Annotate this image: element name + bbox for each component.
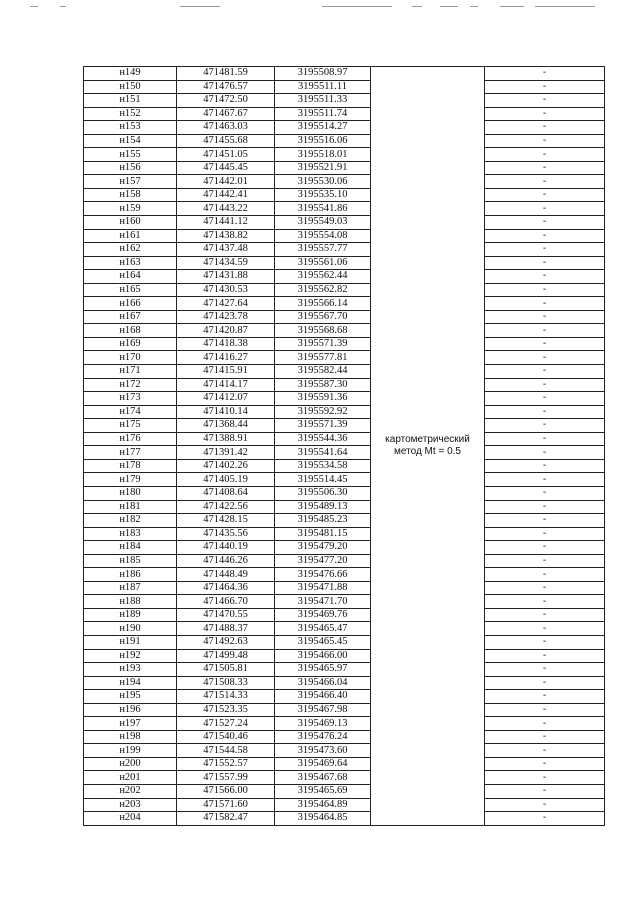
y-coordinate-cell: 3195476.24	[275, 730, 371, 744]
method-note-cell: картометрический метод Mt = 0.5	[371, 67, 485, 826]
table-row	[84, 514, 605, 528]
x-coordinate-cell: 471438.82	[177, 229, 275, 243]
y-coordinate-cell: 3195479.20	[275, 541, 371, 555]
y-coordinate-cell: 3195466.00	[275, 649, 371, 663]
point-name-cell: н159	[84, 202, 177, 216]
point-name-cell: н161	[84, 229, 177, 243]
x-coordinate-cell: 471414.17	[177, 378, 275, 392]
y-coordinate-cell: 3195467.68	[275, 771, 371, 785]
accuracy-cell: -	[485, 812, 605, 826]
accuracy-cell: -	[485, 473, 605, 487]
x-coordinate-cell: 471463.03	[177, 121, 275, 135]
y-coordinate-cell: 3195465.69	[275, 784, 371, 798]
table-row	[84, 527, 605, 541]
accuracy-cell: -	[485, 595, 605, 609]
point-name-cell: н180	[84, 486, 177, 500]
x-coordinate-cell: 471557.99	[177, 771, 275, 785]
table-row	[84, 676, 605, 690]
point-name-cell: н154	[84, 134, 177, 148]
y-coordinate-cell: 3195514.27	[275, 121, 371, 135]
y-coordinate-cell: 3195506.30	[275, 486, 371, 500]
x-coordinate-cell: 471508.33	[177, 676, 275, 690]
table-row	[84, 229, 605, 243]
accuracy-cell: -	[485, 94, 605, 108]
point-name-cell: н158	[84, 188, 177, 202]
accuracy-cell: -	[485, 432, 605, 446]
point-name-cell: н199	[84, 744, 177, 758]
y-coordinate-cell: 3195464.89	[275, 798, 371, 812]
y-coordinate-cell: 3195465.45	[275, 635, 371, 649]
table-row	[84, 202, 605, 216]
point-name-cell: н149	[84, 67, 177, 81]
y-coordinate-cell: 3195568.68	[275, 324, 371, 338]
x-coordinate-cell: 471391.42	[177, 446, 275, 460]
point-name-cell: н153	[84, 121, 177, 135]
x-coordinate-cell: 471582.47	[177, 812, 275, 826]
point-name-cell: н172	[84, 378, 177, 392]
accuracy-cell: -	[485, 67, 605, 81]
point-name-cell: н163	[84, 256, 177, 270]
table-row	[84, 107, 605, 121]
x-coordinate-cell: 471422.56	[177, 500, 275, 514]
point-name-cell: н151	[84, 94, 177, 108]
point-name-cell: н191	[84, 635, 177, 649]
x-coordinate-cell: 471455.68	[177, 134, 275, 148]
accuracy-cell: -	[485, 635, 605, 649]
x-coordinate-cell: 471523.35	[177, 703, 275, 717]
table-row	[84, 717, 605, 731]
accuracy-cell: -	[485, 324, 605, 338]
x-coordinate-cell: 471440.19	[177, 541, 275, 555]
point-name-cell: н178	[84, 459, 177, 473]
point-name-cell: н176	[84, 432, 177, 446]
accuracy-cell: -	[485, 419, 605, 433]
y-coordinate-cell: 3195471.70	[275, 595, 371, 609]
point-name-cell: н173	[84, 392, 177, 406]
x-coordinate-cell: 471451.05	[177, 148, 275, 162]
x-coordinate-cell: 471437.48	[177, 243, 275, 257]
x-coordinate-cell: 471476.57	[177, 80, 275, 94]
accuracy-cell: -	[485, 663, 605, 677]
accuracy-cell: -	[485, 80, 605, 94]
table-row	[84, 392, 605, 406]
point-name-cell: н193	[84, 663, 177, 677]
y-coordinate-cell: 3195549.03	[275, 216, 371, 230]
point-name-cell: н168	[84, 324, 177, 338]
accuracy-cell: -	[485, 690, 605, 704]
accuracy-cell: -	[485, 216, 605, 230]
x-coordinate-cell: 471431.88	[177, 270, 275, 284]
y-coordinate-cell: 3195481.15	[275, 527, 371, 541]
y-coordinate-cell: 3195582.44	[275, 365, 371, 379]
point-name-cell: н152	[84, 107, 177, 121]
table-row	[84, 337, 605, 351]
y-coordinate-cell: 3195541.64	[275, 446, 371, 460]
x-coordinate-cell: 471445.45	[177, 161, 275, 175]
y-coordinate-cell: 3195530.06	[275, 175, 371, 189]
y-coordinate-cell: 3195489.13	[275, 500, 371, 514]
table-row	[84, 581, 605, 595]
point-name-cell: н177	[84, 446, 177, 460]
accuracy-cell: -	[485, 161, 605, 175]
accuracy-cell: -	[485, 717, 605, 731]
table-row	[84, 188, 605, 202]
x-coordinate-cell: 471464.36	[177, 581, 275, 595]
accuracy-cell: -	[485, 771, 605, 785]
y-coordinate-cell: 3195561.06	[275, 256, 371, 270]
x-coordinate-cell: 471446.26	[177, 554, 275, 568]
y-coordinate-cell: 3195471.88	[275, 581, 371, 595]
y-coordinate-cell: 3195591.36	[275, 392, 371, 406]
y-coordinate-cell: 3195466.04	[275, 676, 371, 690]
accuracy-cell: -	[485, 744, 605, 758]
table-row	[84, 134, 605, 148]
table-row	[84, 608, 605, 622]
x-coordinate-cell: 471514.33	[177, 690, 275, 704]
accuracy-cell: -	[485, 798, 605, 812]
accuracy-cell: -	[485, 554, 605, 568]
y-coordinate-cell: 3195571.39	[275, 419, 371, 433]
accuracy-cell: -	[485, 148, 605, 162]
y-coordinate-cell: 3195567.70	[275, 310, 371, 324]
table-row	[84, 175, 605, 189]
point-name-cell: н190	[84, 622, 177, 636]
point-name-cell: н189	[84, 608, 177, 622]
point-name-cell: н170	[84, 351, 177, 365]
point-name-cell: н203	[84, 798, 177, 812]
y-coordinate-cell: 3195554.08	[275, 229, 371, 243]
y-coordinate-cell: 3195465.97	[275, 663, 371, 677]
point-name-cell: н197	[84, 717, 177, 731]
table-row	[84, 432, 605, 446]
table-row	[84, 270, 605, 284]
point-name-cell: н188	[84, 595, 177, 609]
y-coordinate-cell: 3195514.45	[275, 473, 371, 487]
y-coordinate-cell: 3195511.33	[275, 94, 371, 108]
y-coordinate-cell: 3195473.60	[275, 744, 371, 758]
table-row	[84, 459, 605, 473]
x-coordinate-cell: 471442.01	[177, 175, 275, 189]
point-name-cell: н182	[84, 514, 177, 528]
coordinates-table-body	[84, 67, 605, 826]
accuracy-cell: -	[485, 608, 605, 622]
accuracy-cell: -	[485, 676, 605, 690]
point-name-cell: н198	[84, 730, 177, 744]
y-coordinate-cell: 3195571.39	[275, 337, 371, 351]
x-coordinate-cell: 471434.59	[177, 256, 275, 270]
accuracy-cell: -	[485, 270, 605, 284]
table-row	[84, 365, 605, 379]
accuracy-cell: -	[485, 459, 605, 473]
x-coordinate-cell: 471410.14	[177, 405, 275, 419]
x-coordinate-cell: 471472.50	[177, 94, 275, 108]
table-row	[84, 595, 605, 609]
accuracy-cell: -	[485, 446, 605, 460]
point-name-cell: н184	[84, 541, 177, 555]
y-coordinate-cell: 3195535.10	[275, 188, 371, 202]
y-coordinate-cell: 3195469.76	[275, 608, 371, 622]
y-coordinate-cell: 3195466.40	[275, 690, 371, 704]
accuracy-cell: -	[485, 351, 605, 365]
accuracy-cell: -	[485, 365, 605, 379]
x-coordinate-cell: 471492.63	[177, 635, 275, 649]
accuracy-cell: -	[485, 134, 605, 148]
y-coordinate-cell: 3195544.36	[275, 432, 371, 446]
y-coordinate-cell: 3195587.30	[275, 378, 371, 392]
table-row	[84, 784, 605, 798]
table-row	[84, 67, 605, 81]
accuracy-cell: -	[485, 581, 605, 595]
y-coordinate-cell: 3195534.58	[275, 459, 371, 473]
y-coordinate-cell: 3195511.11	[275, 80, 371, 94]
x-coordinate-cell: 471499.48	[177, 649, 275, 663]
point-name-cell: н187	[84, 581, 177, 595]
x-coordinate-cell: 471442.41	[177, 188, 275, 202]
table-row	[84, 500, 605, 514]
point-name-cell: н194	[84, 676, 177, 690]
x-coordinate-cell: 471408.64	[177, 486, 275, 500]
x-coordinate-cell: 471467.67	[177, 107, 275, 121]
point-name-cell: н195	[84, 690, 177, 704]
point-name-cell: н201	[84, 771, 177, 785]
point-name-cell: н164	[84, 270, 177, 284]
x-coordinate-cell: 471416.27	[177, 351, 275, 365]
x-coordinate-cell: 471488.37	[177, 622, 275, 636]
table-row	[84, 283, 605, 297]
point-name-cell: н162	[84, 243, 177, 257]
x-coordinate-cell: 471544.58	[177, 744, 275, 758]
table-row	[84, 541, 605, 555]
point-name-cell: н192	[84, 649, 177, 663]
table-row	[84, 568, 605, 582]
y-coordinate-cell: 3195541.86	[275, 202, 371, 216]
accuracy-cell: -	[485, 622, 605, 636]
table-row	[84, 757, 605, 771]
accuracy-cell: -	[485, 297, 605, 311]
accuracy-cell: -	[485, 568, 605, 582]
table-row	[84, 473, 605, 487]
table-row	[84, 812, 605, 826]
accuracy-cell: -	[485, 188, 605, 202]
table-row	[84, 351, 605, 365]
y-coordinate-cell: 3195562.82	[275, 283, 371, 297]
table-row	[84, 121, 605, 135]
point-name-cell: н171	[84, 365, 177, 379]
accuracy-cell: -	[485, 378, 605, 392]
accuracy-cell: -	[485, 202, 605, 216]
accuracy-cell: -	[485, 703, 605, 717]
accuracy-cell: -	[485, 527, 605, 541]
table-row	[84, 554, 605, 568]
point-name-cell: н200	[84, 757, 177, 771]
table-row	[84, 622, 605, 636]
x-coordinate-cell: 471405.19	[177, 473, 275, 487]
accuracy-cell: -	[485, 541, 605, 555]
y-coordinate-cell: 3195476.66	[275, 568, 371, 582]
x-coordinate-cell: 471420.87	[177, 324, 275, 338]
y-coordinate-cell: 3195557.77	[275, 243, 371, 257]
table-row	[84, 663, 605, 677]
table-row	[84, 243, 605, 257]
point-name-cell: н175	[84, 419, 177, 433]
x-coordinate-cell: 471443.22	[177, 202, 275, 216]
accuracy-cell: -	[485, 337, 605, 351]
accuracy-cell: -	[485, 283, 605, 297]
x-coordinate-cell: 471402.26	[177, 459, 275, 473]
point-name-cell: н196	[84, 703, 177, 717]
table-row	[84, 216, 605, 230]
accuracy-cell: -	[485, 121, 605, 135]
y-coordinate-cell: 3195464.85	[275, 812, 371, 826]
point-name-cell: н186	[84, 568, 177, 582]
x-coordinate-cell: 471505.81	[177, 663, 275, 677]
point-name-cell: н166	[84, 297, 177, 311]
y-coordinate-cell: 3195516.06	[275, 134, 371, 148]
table-row	[84, 771, 605, 785]
table-row	[84, 649, 605, 663]
table-row	[84, 703, 605, 717]
point-name-cell: н202	[84, 784, 177, 798]
y-coordinate-cell: 3195577.81	[275, 351, 371, 365]
table-row	[84, 94, 605, 108]
y-coordinate-cell: 3195562.44	[275, 270, 371, 284]
point-name-cell: н179	[84, 473, 177, 487]
table-row	[84, 405, 605, 419]
y-coordinate-cell: 3195469.64	[275, 757, 371, 771]
point-name-cell: н160	[84, 216, 177, 230]
accuracy-cell: -	[485, 392, 605, 406]
accuracy-cell: -	[485, 229, 605, 243]
table-row	[84, 446, 605, 460]
table-row	[84, 378, 605, 392]
point-name-cell: н165	[84, 283, 177, 297]
coordinates-table	[83, 66, 605, 826]
point-name-cell: н167	[84, 310, 177, 324]
x-coordinate-cell: 471412.07	[177, 392, 275, 406]
table-row	[84, 419, 605, 433]
x-coordinate-cell: 471481.59	[177, 67, 275, 81]
point-name-cell: н204	[84, 812, 177, 826]
table-row	[84, 324, 605, 338]
accuracy-cell: -	[485, 486, 605, 500]
accuracy-cell: -	[485, 757, 605, 771]
point-name-cell: н169	[84, 337, 177, 351]
accuracy-cell: -	[485, 310, 605, 324]
table-row	[84, 744, 605, 758]
accuracy-cell: -	[485, 175, 605, 189]
x-coordinate-cell: 471415.91	[177, 365, 275, 379]
y-coordinate-cell: 3195469.13	[275, 717, 371, 731]
table-row	[84, 486, 605, 500]
x-coordinate-cell: 471470.55	[177, 608, 275, 622]
x-coordinate-cell: 471552.57	[177, 757, 275, 771]
table-row	[84, 80, 605, 94]
x-coordinate-cell: 471388.91	[177, 432, 275, 446]
point-name-cell: н181	[84, 500, 177, 514]
accuracy-cell: -	[485, 730, 605, 744]
x-coordinate-cell: 471435.56	[177, 527, 275, 541]
accuracy-cell: -	[485, 649, 605, 663]
x-coordinate-cell: 471571.60	[177, 798, 275, 812]
table-row	[84, 148, 605, 162]
accuracy-cell: -	[485, 500, 605, 514]
table-row	[84, 635, 605, 649]
x-coordinate-cell: 471466.70	[177, 595, 275, 609]
x-coordinate-cell: 471540.46	[177, 730, 275, 744]
x-coordinate-cell: 471448.49	[177, 568, 275, 582]
table-row	[84, 690, 605, 704]
x-coordinate-cell: 471418.38	[177, 337, 275, 351]
y-coordinate-cell: 3195467.98	[275, 703, 371, 717]
accuracy-cell: -	[485, 405, 605, 419]
accuracy-cell: -	[485, 784, 605, 798]
table-row	[84, 256, 605, 270]
x-coordinate-cell: 471566.00	[177, 784, 275, 798]
table-row	[84, 297, 605, 311]
y-coordinate-cell: 3195592.92	[275, 405, 371, 419]
point-name-cell: н150	[84, 80, 177, 94]
x-coordinate-cell: 471368.44	[177, 419, 275, 433]
y-coordinate-cell: 3195518.01	[275, 148, 371, 162]
y-coordinate-cell: 3195485.23	[275, 514, 371, 528]
table-row	[84, 161, 605, 175]
point-name-cell: н185	[84, 554, 177, 568]
y-coordinate-cell: 3195465.47	[275, 622, 371, 636]
table-row	[84, 730, 605, 744]
y-coordinate-cell: 3195566.14	[275, 297, 371, 311]
x-coordinate-cell: 471430.53	[177, 283, 275, 297]
table-row	[84, 310, 605, 324]
x-coordinate-cell: 471441.12	[177, 216, 275, 230]
y-coordinate-cell: 3195521.91	[275, 161, 371, 175]
x-coordinate-cell: 471527.24	[177, 717, 275, 731]
accuracy-cell: -	[485, 256, 605, 270]
point-name-cell: н155	[84, 148, 177, 162]
accuracy-cell: -	[485, 107, 605, 121]
point-name-cell: н156	[84, 161, 177, 175]
y-coordinate-cell: 3195508.97	[275, 67, 371, 81]
point-name-cell: н174	[84, 405, 177, 419]
accuracy-cell: -	[485, 514, 605, 528]
table-row	[84, 798, 605, 812]
x-coordinate-cell: 471427.64	[177, 297, 275, 311]
scan-artifact-strip	[30, 4, 610, 10]
x-coordinate-cell: 471428.15	[177, 514, 275, 528]
accuracy-cell: -	[485, 243, 605, 257]
y-coordinate-cell: 3195511.74	[275, 107, 371, 121]
y-coordinate-cell: 3195477.20	[275, 554, 371, 568]
x-coordinate-cell: 471423.78	[177, 310, 275, 324]
point-name-cell: н183	[84, 527, 177, 541]
point-name-cell: н157	[84, 175, 177, 189]
